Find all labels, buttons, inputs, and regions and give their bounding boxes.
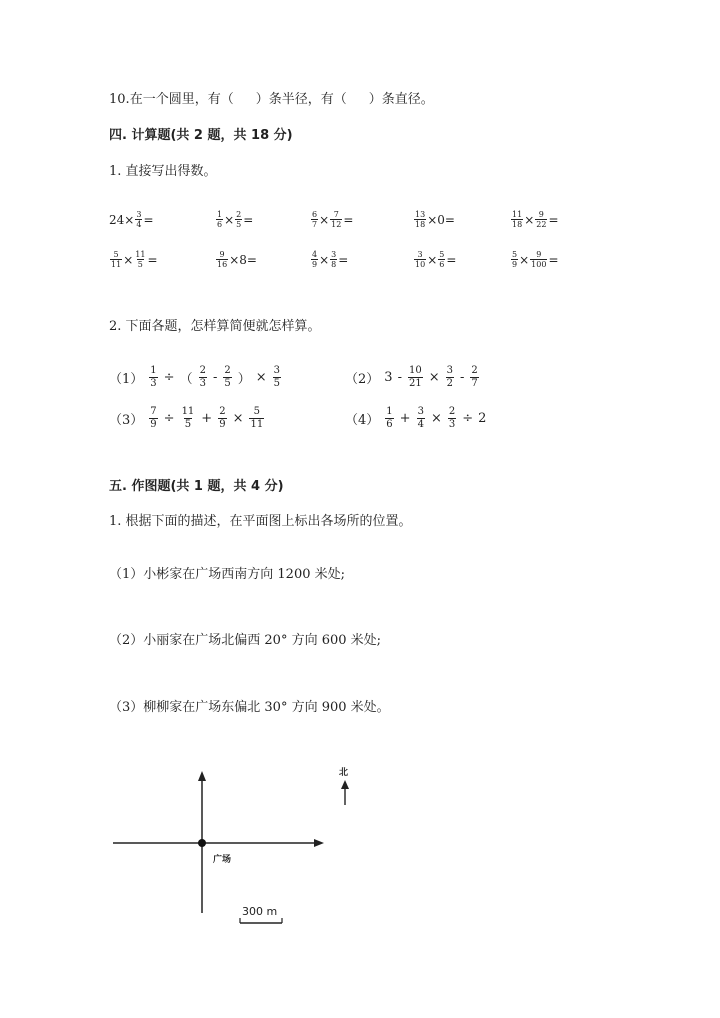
p4-frac-3: $\frac{2}{3}$ — [448, 406, 456, 430]
section-5-title: 五. 作图题(共 1 题，共 4 分) — [109, 479, 284, 494]
scale-label: 300 m — [242, 905, 278, 918]
p4-label: （4） — [345, 413, 380, 428]
p4-frac-1: $\frac{1}{6}$ — [386, 406, 393, 430]
times-sign: × — [123, 252, 134, 267]
fraction: $\frac{9}{22}$ — [536, 210, 547, 229]
p2-label: （2） — [345, 372, 380, 387]
p1-frac-4: $\frac{3}{5}$ — [273, 365, 281, 389]
compass-north-icon — [341, 780, 349, 789]
fraction: $\frac{1}{6}$ — [217, 210, 223, 229]
integer: 8 — [239, 252, 247, 267]
p3-label: （3） — [109, 413, 144, 428]
integer: 0 — [437, 212, 445, 227]
p3-frac-3: $\frac{2}{9}$ — [219, 406, 226, 430]
p2-minus-1: - — [397, 370, 402, 385]
p2-frac-2: $\frac{3}{2}$ — [446, 365, 453, 389]
p2-num-3: 3 — [384, 370, 393, 385]
p1-mul: × — [255, 370, 267, 385]
s5-desc-1: （1）小彬家在广场西南方向 1200 米处; — [109, 567, 345, 582]
p3-div: ÷ — [163, 411, 175, 426]
times-sign: × — [427, 252, 438, 267]
equals-sign: = — [246, 252, 257, 267]
p1-label: （1） — [109, 372, 144, 387]
times-sign: × — [427, 212, 438, 227]
q10-text-1: 在一个圆里，有（ — [129, 92, 234, 107]
p1-frac-2: $\frac{2}{3}$ — [199, 365, 206, 389]
p3-mul: × — [232, 411, 244, 426]
north-arrow-head-icon — [198, 771, 206, 781]
equals-sign: = — [548, 252, 559, 267]
p3-frac-2: $\frac{11}{5}$ — [181, 406, 195, 430]
p2-minus-2: - — [459, 370, 465, 385]
p4-plus: + — [399, 411, 411, 426]
p3-plus: + — [201, 411, 213, 426]
north-label: 北 — [339, 768, 349, 778]
times-sign: × — [224, 212, 235, 227]
equals-sign: = — [143, 212, 154, 227]
fraction: $\frac{6}{7}$ — [312, 210, 318, 229]
equals-sign: = — [446, 252, 457, 267]
p1-frac-3: $\frac{2}{5}$ — [224, 365, 231, 389]
s4-q2-title: 2. 下面各题，怎样算简便就怎样算。 — [109, 319, 321, 334]
times-sign: × — [524, 212, 535, 227]
p1-frac-1: $\frac{1}{3}$ — [150, 365, 157, 389]
p4-frac-2: $\frac{3}{4}$ — [417, 406, 424, 430]
fraction: $\frac{9}{16}$ — [217, 250, 228, 269]
p2-mul: × — [428, 370, 440, 385]
plaza-point — [198, 839, 206, 847]
times-sign: × — [319, 252, 330, 267]
q10-text-2: ）条半径，有（ — [255, 92, 347, 107]
fraction: $\frac{3}{4}$ — [136, 210, 142, 229]
p3-frac-4: $\frac{5}{11}$ — [250, 406, 264, 430]
q10-text-3: ）条直径。 — [368, 92, 434, 107]
integer: 24 — [109, 212, 125, 227]
fraction: $\frac{3}{8}$ — [331, 250, 337, 269]
s5-desc-2: （2）小丽家在广场北偏西 20° 方向 600 米处; — [109, 633, 382, 648]
fraction: $\frac{2}{5}$ — [236, 210, 242, 229]
p2-frac-3: $\frac{2}{7}$ — [471, 365, 478, 389]
times-sign: × — [229, 252, 240, 267]
p2-frac-1: $\frac{10}{21}$ — [408, 365, 422, 389]
s4-q1-title: 1. 直接写出得数。 — [109, 164, 217, 179]
fraction: $\frac{5}{11}$ — [111, 250, 122, 269]
p1-minus: - — [212, 370, 218, 385]
fraction: $\frac{9}{100}$ — [531, 250, 547, 269]
equals-sign: = — [343, 212, 354, 227]
equals-sign: = — [147, 252, 158, 267]
fraction: $\frac{7}{12}$ — [331, 210, 342, 229]
equals-sign: = — [444, 212, 455, 227]
p1-lparen: （ — [179, 372, 193, 387]
equals-sign: = — [243, 212, 254, 227]
s5-desc-3: （3）柳柳家在广场东偏北 30° 方向 900 米处。 — [109, 700, 390, 715]
p3-frac-1: $\frac{7}{9}$ — [150, 406, 157, 430]
east-arrow-icon — [314, 839, 324, 847]
p1-rparen: ） — [237, 372, 251, 387]
equals-sign: = — [548, 212, 559, 227]
fraction: $\frac{3}{10}$ — [415, 250, 426, 269]
p4-div: ÷ — [462, 411, 474, 426]
equals-sign: = — [338, 252, 349, 267]
fraction: $\frac{4}{9}$ — [312, 250, 318, 269]
fraction: $\frac{5}{6}$ — [439, 250, 445, 269]
plaza-label: 广场 — [213, 855, 232, 865]
fraction: $\frac{5}{9}$ — [512, 250, 518, 269]
q10-number: 10. — [109, 92, 130, 107]
p1-div: ÷ — [163, 370, 175, 385]
s5-q1-title: 1. 根据下面的描述，在平面图上标出各场所的位置。 — [109, 514, 412, 529]
p4-num-2: 2 — [478, 411, 487, 426]
times-sign: × — [319, 212, 330, 227]
p4-mul: × — [430, 411, 442, 426]
times-sign: × — [519, 252, 530, 267]
fraction: $\frac{11}{5}$ — [135, 250, 146, 269]
section-4-title: 四. 计算题(共 2 题，共 18 分) — [109, 128, 293, 143]
fraction: $\frac{11}{18}$ — [512, 210, 523, 229]
fraction: $\frac{13}{18}$ — [415, 210, 426, 229]
times-sign: × — [124, 212, 135, 227]
